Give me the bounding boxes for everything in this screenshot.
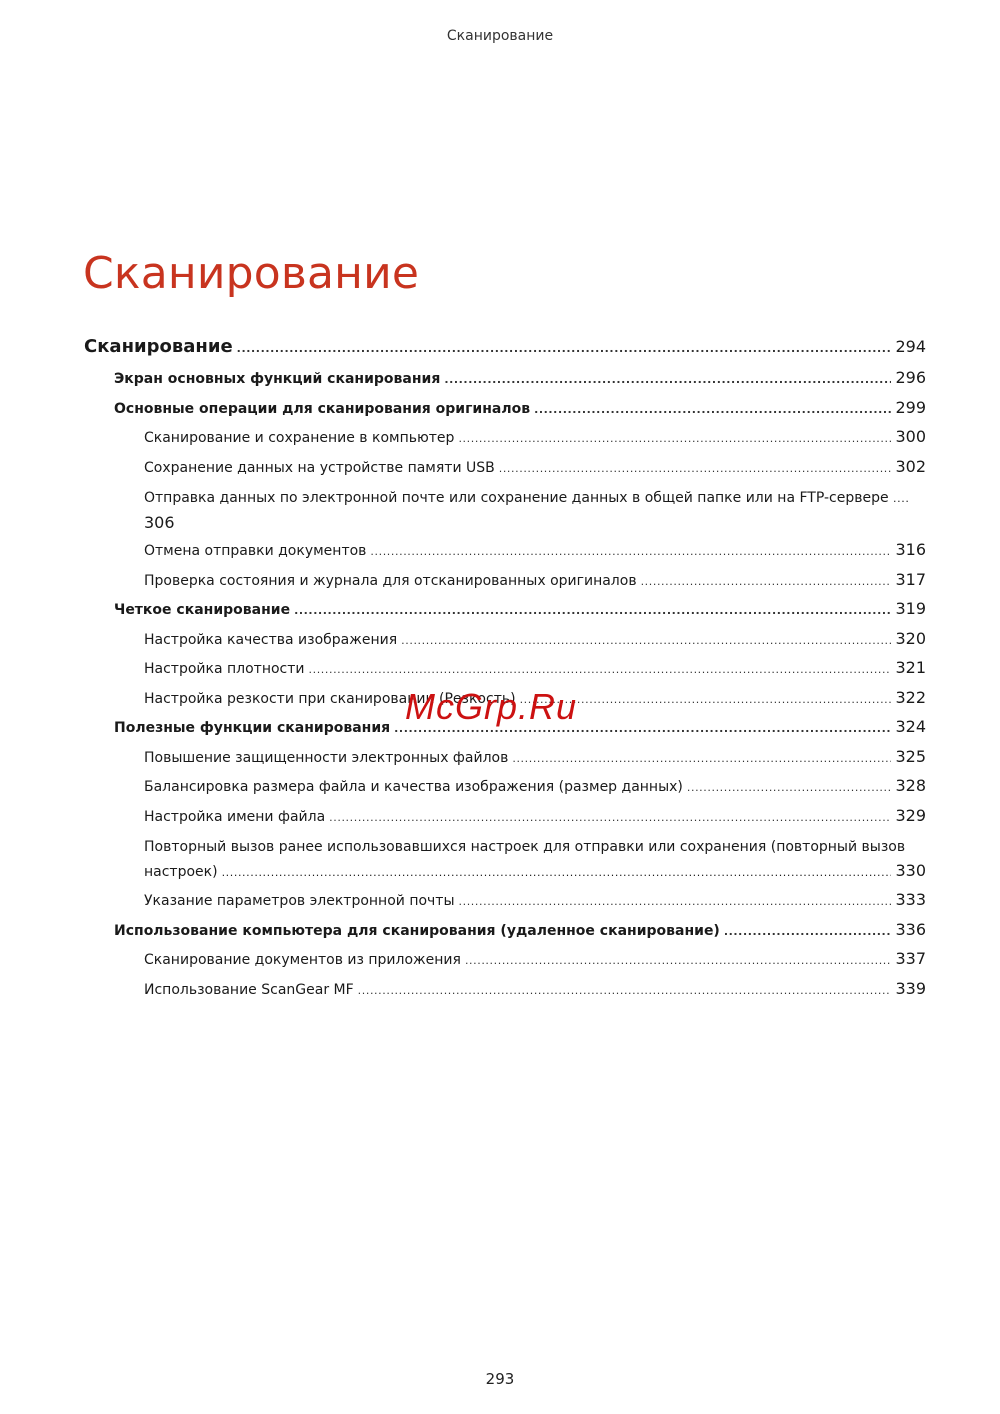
dot-leader	[237, 336, 892, 357]
toc-entry-page: 322	[895, 687, 926, 707]
toc-entry[interactable]	[84, 540, 926, 570]
toc-entry-label: Использование компьютера для сканирования (удаленное сканирование)	[114, 922, 720, 939]
toc-entry-page: 319	[895, 599, 926, 618]
dot-leader	[444, 371, 891, 387]
toc-entry-page: 294	[895, 337, 926, 356]
dot-leader	[641, 573, 892, 589]
toc-entry-label: Настройка резкости при сканировании (Резкость)	[144, 690, 516, 707]
toc-entry-label: Использование ScanGear MF	[144, 981, 354, 998]
toc-entry-label: Экран основных функций сканирования	[114, 371, 441, 387]
toc-entry[interactable]	[84, 890, 926, 920]
toc-entry-page: 337	[895, 949, 926, 968]
toc-entry[interactable]	[84, 398, 926, 428]
toc-entry-label: Сканирование	[84, 336, 233, 357]
toc-entry-page: 333	[895, 890, 926, 909]
toc-entry-page: 339	[895, 978, 926, 998]
toc-entry-label: Балансировка размера файла и качества изображения (размер данных)	[144, 779, 683, 795]
toc-entry-page: 296	[895, 368, 926, 387]
toc-entry-line	[144, 486, 926, 511]
toc-entry-page: 300	[895, 427, 926, 446]
toc-entry-wrapped[interactable]	[84, 835, 926, 885]
toc-entry-label: Отмена отправки документов	[144, 543, 367, 559]
toc-entry-page: 329	[895, 805, 926, 825]
toc-entry-page: 320	[895, 628, 926, 648]
toc-entry[interactable]	[84, 629, 926, 659]
dot-leader	[294, 602, 891, 618]
dot-leader	[687, 779, 892, 795]
toc-entry-page: 325	[895, 746, 926, 766]
toc-entry-main[interactable]	[84, 336, 926, 366]
toc-entry-label: Четкое сканирование	[114, 602, 291, 618]
toc-entry-label: Сканирование и сохранение в компьютер	[144, 430, 455, 446]
dot-leader	[534, 401, 891, 417]
toc-entry-label: настроек)	[144, 864, 218, 880]
toc-entry-label: Повышение защищенности электронных файлов	[144, 749, 509, 766]
toc-entry-page: 306	[144, 513, 175, 532]
toc-entry-page: 330	[895, 861, 926, 880]
dot-leader	[329, 809, 891, 825]
running-header: Сканирование	[446, 28, 554, 44]
toc-entry-label: Настройка качества изображения	[144, 631, 398, 648]
toc-entry-label: Сохранение данных на устройстве памяти USB	[144, 459, 495, 476]
dot-leader	[358, 982, 892, 998]
toc-entry-page: 321	[895, 658, 926, 677]
chapter-title: Сканирование	[83, 248, 420, 299]
toc-entry-page: 336	[895, 919, 926, 939]
dot-leader	[499, 460, 892, 476]
dot-leader	[309, 661, 892, 677]
toc-entry[interactable]	[84, 806, 926, 836]
toc-entry[interactable]	[84, 979, 926, 1009]
toc-entry-page: 302	[895, 456, 926, 476]
toc-entry-label: Основные операции для сканирования оригиналов	[114, 400, 531, 417]
toc-entry-label: Указание параметров электронной почты	[144, 893, 455, 909]
toc-entry-page: 316	[895, 540, 926, 559]
toc-entry[interactable]	[84, 920, 926, 950]
toc-entry-label: Повторный вызов ранее использовавшихся настроек для отправки или сохранения (повторный вызов	[144, 839, 906, 855]
dot-leader	[222, 860, 892, 885]
toc-entry-wrapped[interactable]	[84, 486, 926, 535]
page-number: 293	[485, 1370, 515, 1388]
dot-leader	[370, 543, 891, 559]
toc-entry-label: Настройка имени файла	[144, 808, 326, 825]
toc-entry[interactable]	[84, 599, 926, 629]
toc-entry-label: Проверка состояния и журнала для отсканированных оригиналов	[144, 572, 637, 589]
toc-entry[interactable]	[84, 457, 926, 487]
dot-leader	[458, 430, 891, 446]
toc-entry[interactable]	[84, 747, 926, 777]
toc-entry-page: 299	[895, 397, 926, 417]
watermark: McGrp.Ru	[405, 686, 578, 727]
dot-leader	[512, 750, 891, 766]
toc-entry-page: 317	[895, 569, 926, 589]
toc-entry[interactable]	[84, 570, 926, 600]
dot-leader	[401, 632, 891, 648]
table-of-contents	[84, 336, 926, 1008]
toc-entry[interactable]	[84, 368, 926, 398]
toc-entry[interactable]	[84, 949, 926, 979]
toc-entry-line	[144, 859, 926, 885]
toc-entry[interactable]	[84, 776, 926, 806]
toc-entry[interactable]	[84, 658, 926, 688]
toc-entry-page: 324	[895, 717, 926, 736]
toc-entry-page: 328	[895, 776, 926, 795]
toc-entry-label: Полезные функции сканирования	[114, 720, 391, 736]
dot-leader: ....	[893, 492, 910, 505]
toc-entry-label: Отправка данных по электронной почте или сохранение данных в общей папке или на FTP-сервере	[144, 490, 889, 506]
toc-entry-label: Сканирование документов из приложения	[144, 952, 461, 968]
toc-entry[interactable]	[84, 427, 926, 457]
dot-leader	[724, 923, 892, 939]
dot-leader	[459, 893, 892, 909]
toc-entry-label: Настройка плотности	[144, 661, 305, 677]
dot-leader	[465, 952, 892, 968]
